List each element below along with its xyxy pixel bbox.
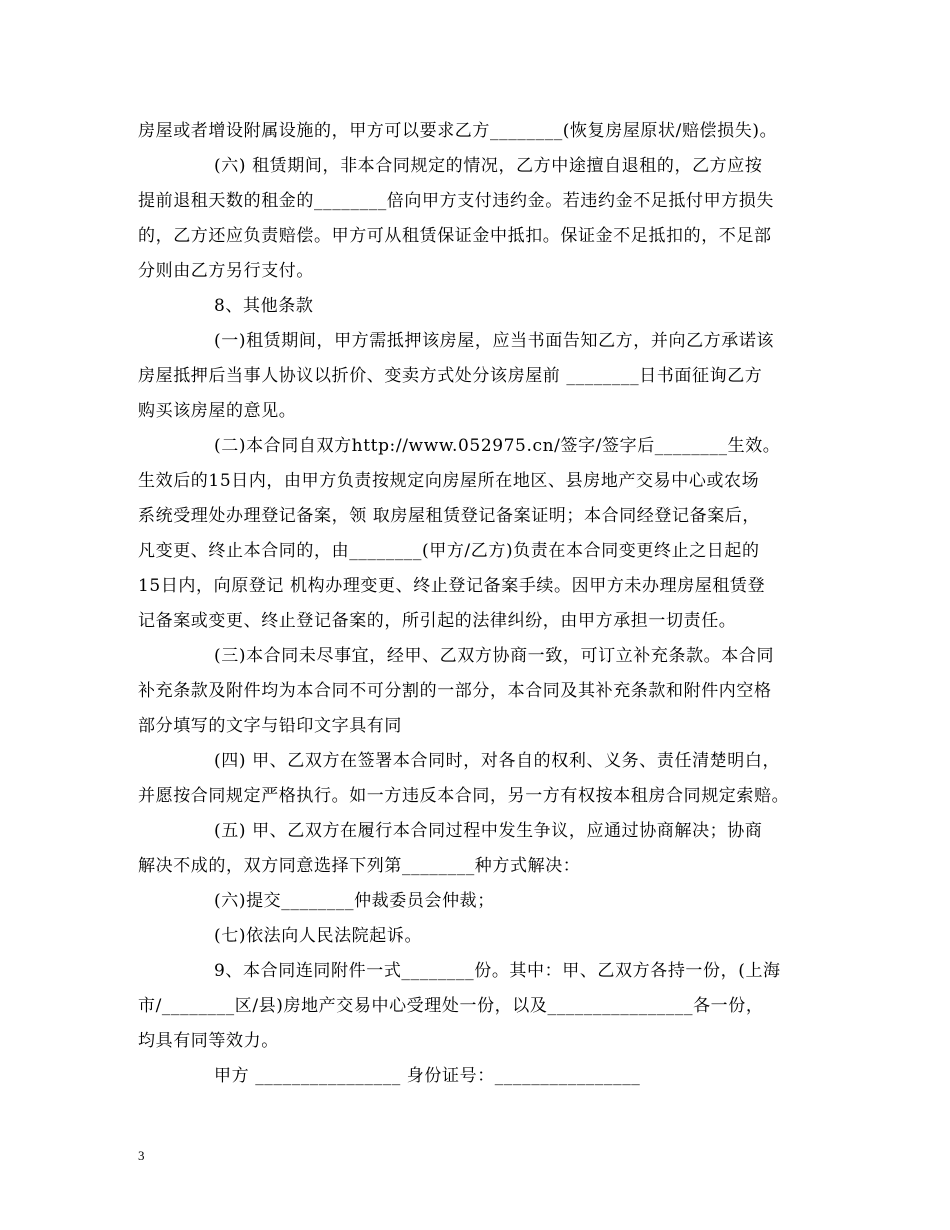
text-line-10: (二)本合同自双方http://www.052975.cn/签字/签字后________生效。 — [214, 436, 781, 456]
text-line-17: 补充条款及附件均为本合同不可分割的一部分，本合同及其补充条款和附件内空格 — [138, 681, 772, 701]
text-line-9: 购买该房屋的意见。 — [138, 401, 297, 421]
text-line-11: 生效后的15日内，由甲方负责按规定向房屋所在地区、县房地产交易中心或农场 — [138, 471, 760, 491]
text-line-3: 提前退租天数的租金的________倍向甲方支付违约金。若违约金不足抵付甲方损失 — [138, 191, 774, 211]
text-line-21: (五) 甲、乙双方在履行本合同过程中发生争议，应通过协商解决；协商 — [214, 821, 763, 841]
text-line-4: 的，乙方还应负责赔偿。甲方可从租赁保证金中抵扣。保证金不足抵扣的，不足部 — [138, 226, 772, 246]
text-line-1: 房屋或者增设附属设施的，甲方可以要求乙方________(恢复房屋原状/赔偿损失)。 — [138, 121, 778, 141]
text-line-2: (六) 租赁期间，非本合同规定的情况，乙方中途擅自退租的，乙方应按 — [214, 156, 763, 176]
page-number: 3 — [138, 1148, 145, 1163]
text-line-14: 15日内，向原登记 机构办理变更、终止登记备案手续。因甲方未办理房屋租赁登 — [138, 576, 766, 596]
text-line-27: 均具有同等效力。 — [138, 1031, 279, 1051]
text-line-16: (三)本合同未尽事宜，经甲、乙双方协商一致，可订立补充条款。本合同 — [214, 646, 775, 666]
section-heading-other-terms: 8、其他条款 — [214, 296, 314, 316]
text-line-8: 房屋抵押后当事人协议以折价、变卖方式处分该房屋前 ________日书面征询乙方 — [138, 366, 763, 386]
text-line-22: 解决不成的，双方同意选择下列第________种方式解决： — [138, 856, 581, 876]
text-line-25: 9、本合同连同附件一式________份。其中：甲、乙双方各持一份，(上海 — [214, 961, 781, 981]
text-line-20: 并愿按合同规定严格执行。如一方违反本合同，另一方有权按本租房合同规定索赔。 — [138, 786, 790, 806]
text-line-23: (六)提交________仲裁委员会仲裁； — [214, 891, 495, 911]
text-line-26: 市/________区/县)房地产交易中心受理处一份，以及________________各一份， — [138, 996, 764, 1016]
text-line-5: 分则由乙方另行支付。 — [138, 261, 314, 281]
text-line-12: 系统受理处办理登记备案，领 取房屋租赁登记备案证明；本合同经登记备案后， — [138, 506, 761, 526]
text-line-18: 部分填写的文字与铅印文字具有同 — [138, 716, 402, 736]
text-line-15: 记备案或变更、终止登记备案的，所引起的法律纠纷，由甲方承担一切责任。 — [138, 611, 737, 631]
text-line-13: 凡变更、终止本合同的，由________(甲方/乙方)负责在本合同变更终止之日起的 — [138, 541, 760, 561]
text-line-24: (七)依法向人民法院起诉。 — [214, 926, 423, 946]
signature-line-party-a: 甲方 ________________ 身份证号：________________ — [214, 1066, 641, 1086]
text-line-7: (一)租赁期间，甲方需抵押该房屋，应当书面告知乙方，并向乙方承诺该 — [214, 331, 775, 351]
text-line-19: (四) 甲、乙双方在签署本合同时，对各自的权利、义务、责任清楚明白， — [214, 751, 781, 771]
